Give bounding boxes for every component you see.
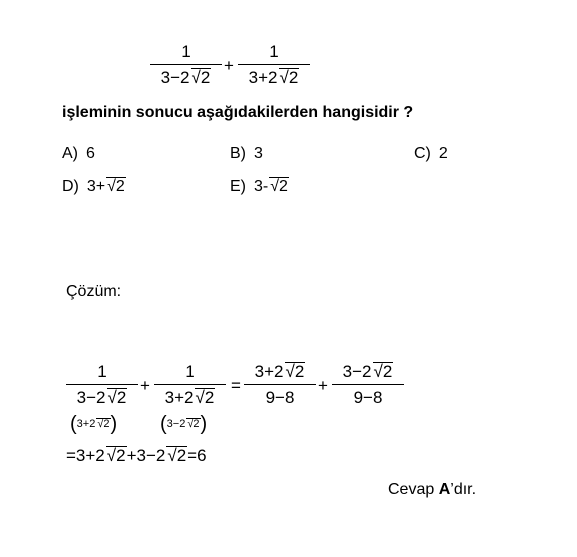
sqrt-symbol: √2 [106, 446, 126, 465]
option-d[interactable]: D) 3+ √2 [62, 178, 125, 195]
fraction-bar [238, 64, 310, 65]
solution-fraction-1 [66, 362, 138, 408]
option-a[interactable]: A) 6 [62, 145, 95, 162]
fraction-bar [332, 384, 404, 385]
plus-sign: + [140, 376, 150, 395]
plus-sign: + [224, 56, 234, 75]
solution-fraction-2 [154, 362, 226, 408]
option-c[interactable]: C) 2 [414, 145, 448, 162]
question-fraction-1 [150, 42, 222, 88]
fraction-numerator: 1 [181, 42, 191, 61]
fraction-denominator: 3−2 √2 [76, 388, 127, 407]
fraction-numerator: 1 [269, 42, 279, 61]
sqrt-symbol: √2 [285, 362, 305, 381]
fraction-denominator: 3+2 √2 [248, 68, 299, 87]
sqrt-symbol: √2 [373, 362, 393, 381]
multiplier-1: (3+2 √2) [70, 413, 118, 435]
solution-fraction-4 [332, 362, 404, 408]
fraction-bar [66, 384, 138, 385]
fraction-numerator: 1 [97, 362, 107, 381]
fraction-denominator: 9−8 [265, 388, 295, 407]
solution-result-line: =3+2 √2+3−2 √2=6 [66, 446, 207, 465]
fraction-denominator: 3−2 √2 [160, 68, 211, 87]
sqrt-symbol: √2 [195, 388, 215, 407]
fraction-numerator: 3−2 √2 [342, 362, 393, 381]
solution-fraction-3 [244, 362, 316, 408]
fraction-bar [154, 384, 226, 385]
sqrt-symbol: √2 [97, 418, 110, 430]
plus-sign: + [318, 376, 328, 395]
option-b[interactable]: B) 3 [230, 145, 263, 162]
sqrt-symbol: √2 [279, 68, 299, 87]
solution-label: Çözüm: [66, 283, 122, 300]
sqrt-symbol: √2 [187, 418, 200, 430]
fraction-denominator: 3+2 √2 [164, 388, 215, 407]
equals-sign: = [231, 376, 241, 395]
question-fraction-2 [238, 42, 310, 88]
sqrt-symbol: √2 [270, 178, 288, 195]
fraction-denominator: 9−8 [353, 388, 383, 407]
sqrt-symbol: √2 [107, 388, 127, 407]
multiplier-2: (3−2 √2) [160, 413, 208, 435]
option-e[interactable]: E) 3- √2 [230, 178, 288, 195]
fraction-numerator: 1 [185, 362, 195, 381]
question-text: işleminin sonucu aşağıdakilerden hangisidir ? [62, 104, 414, 121]
fraction-bar [244, 384, 316, 385]
fraction-bar [150, 64, 222, 65]
sqrt-symbol: √2 [167, 446, 187, 465]
answer-text: Cevap A’dır. [388, 481, 477, 498]
sqrt-symbol: √2 [191, 68, 211, 87]
sqrt-symbol: √2 [107, 178, 125, 195]
fraction-numerator: 3+2 √2 [254, 362, 305, 381]
